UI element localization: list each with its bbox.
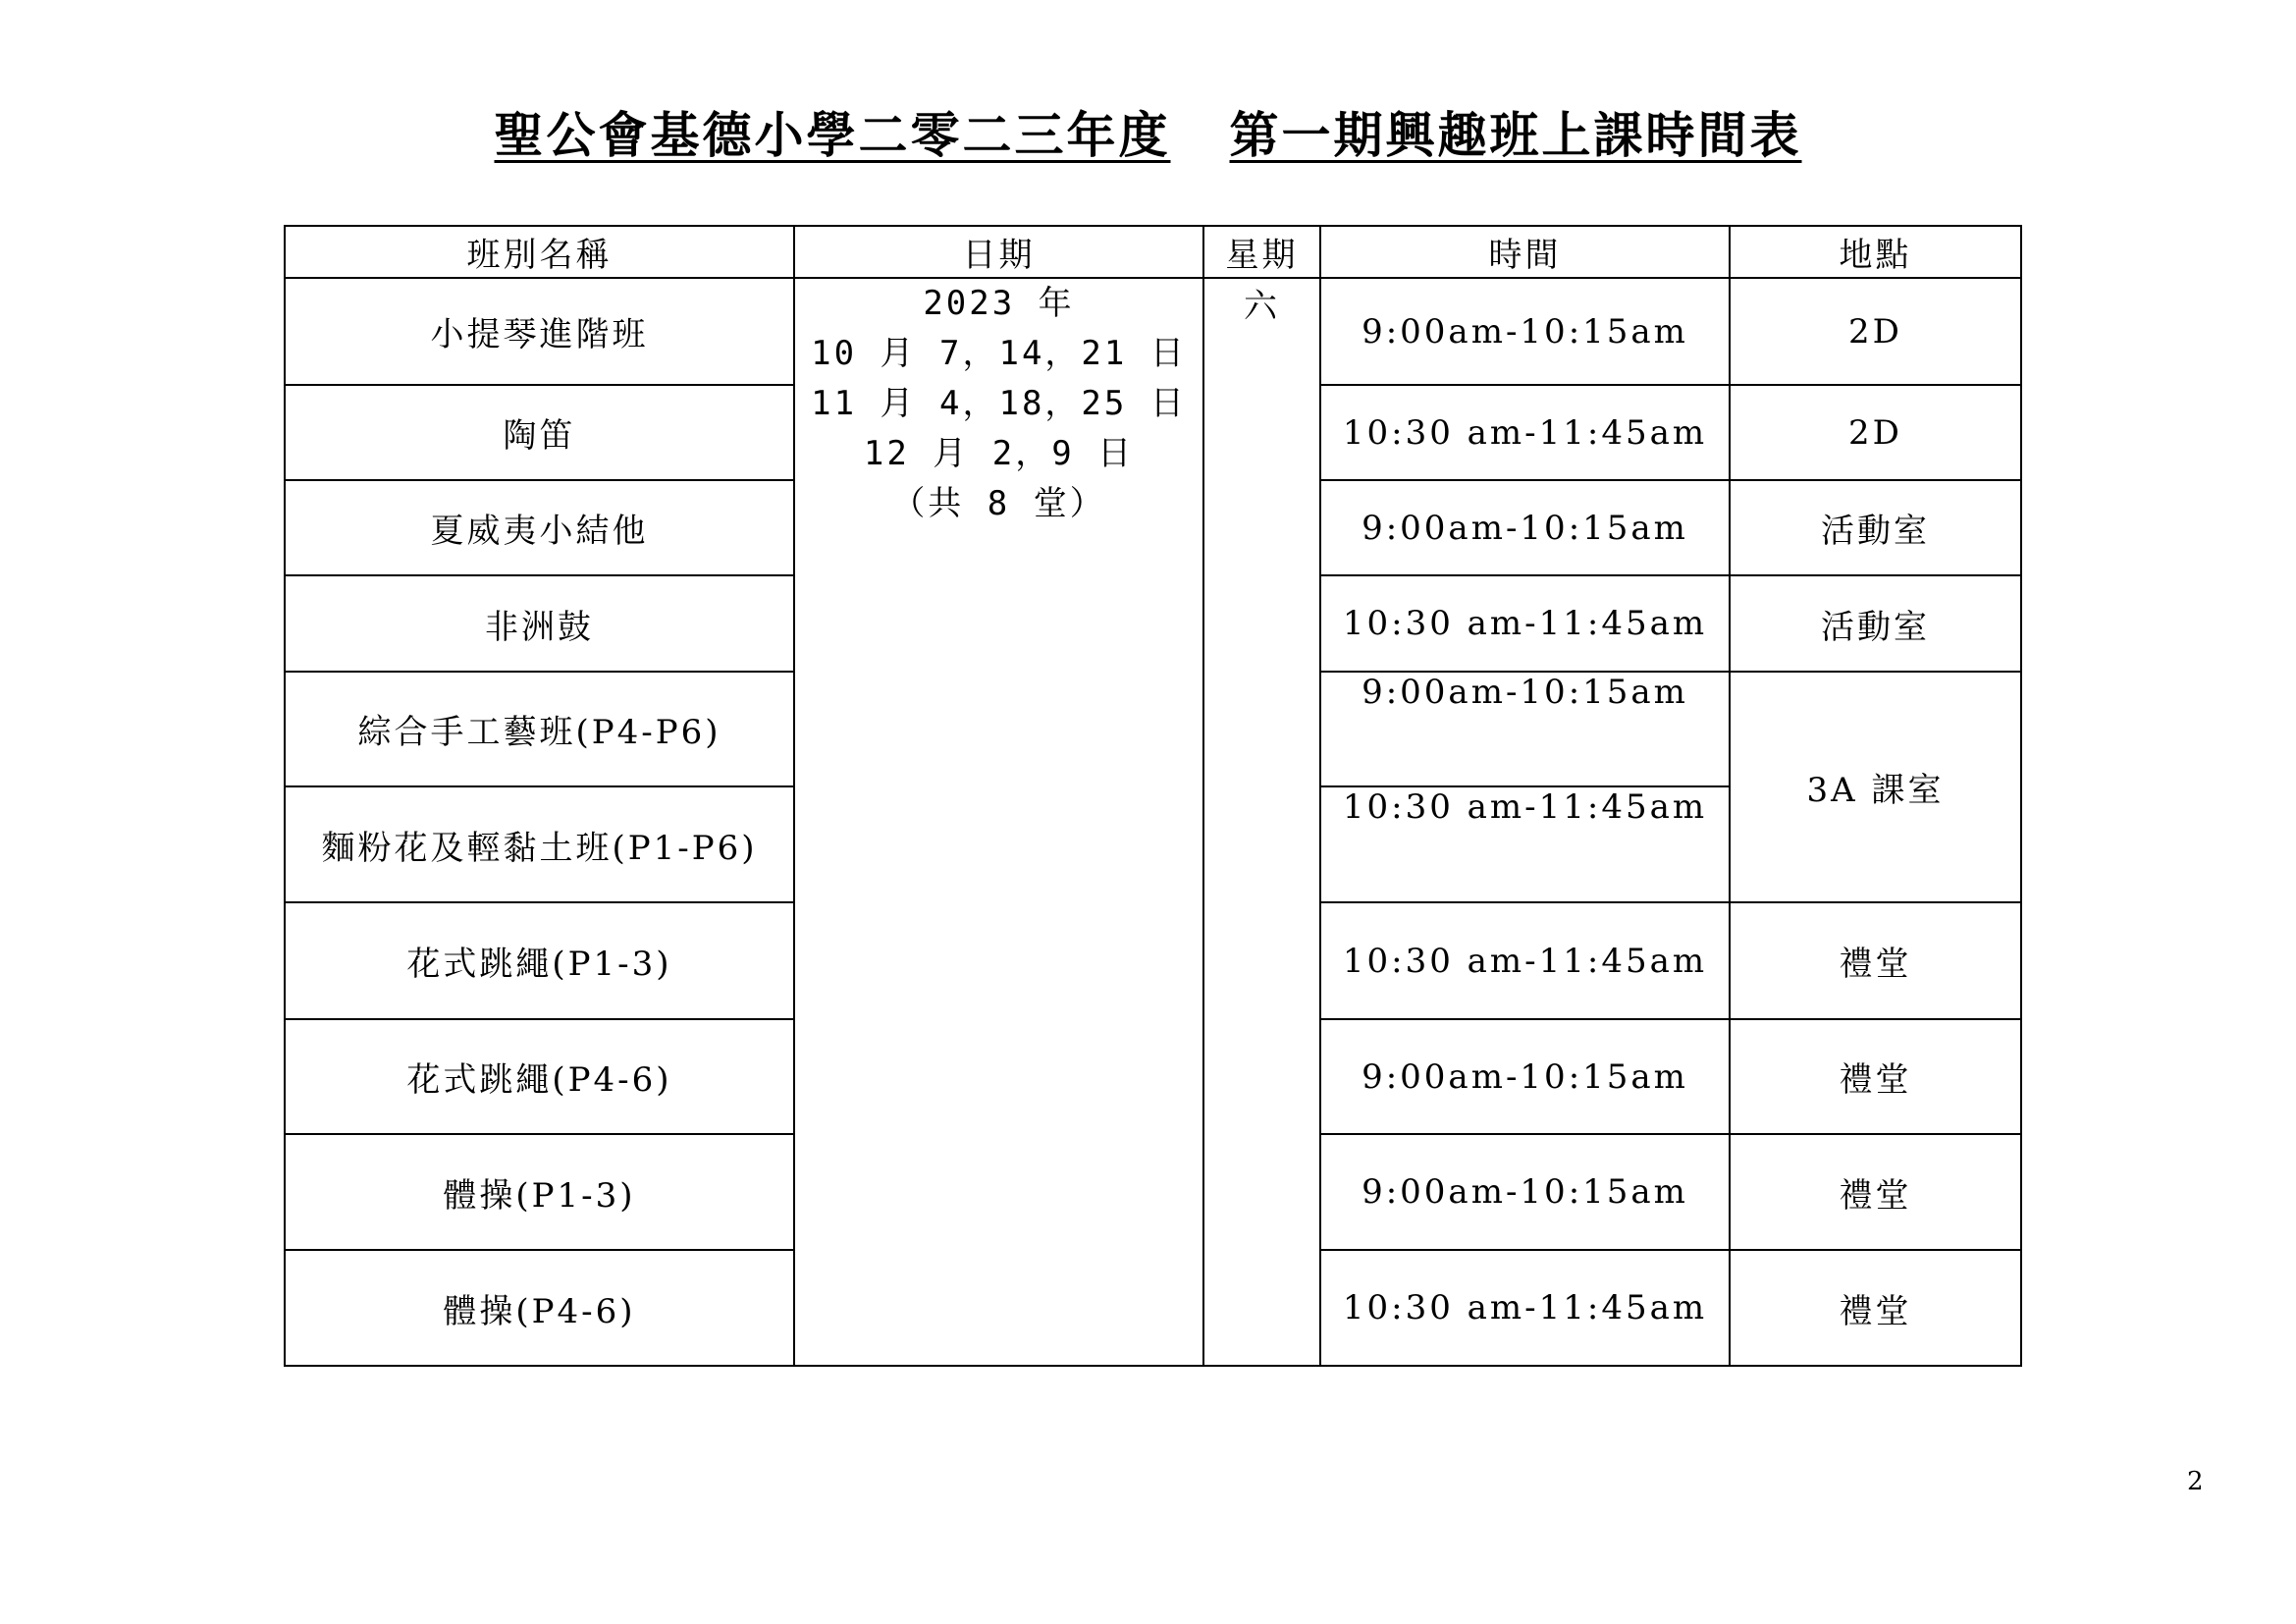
- time-cell: 10:30 am-11:45am: [1320, 575, 1730, 672]
- class-name-cell: 體操(P1-3): [285, 1134, 794, 1250]
- weekday-cell: 六: [1203, 278, 1320, 1366]
- header-time: 時間: [1320, 226, 1730, 278]
- page-number: 2: [2187, 1467, 2204, 1496]
- title-subject: 第一期興趣班上課時間表: [1229, 107, 1802, 164]
- header-weekday: 星期: [1203, 226, 1320, 278]
- location-cell: 3A 課室: [1730, 672, 2021, 902]
- class-name-cell: 花式跳繩(P4-6): [285, 1019, 794, 1134]
- date-november: 11 月 4，18，25 日: [811, 384, 1187, 423]
- location-cell: 2D: [1730, 278, 2021, 385]
- time-cell: 9:00am-10:15am: [1320, 1134, 1730, 1250]
- time-cell: 9:00am-10:15am: [1320, 480, 1730, 575]
- class-name-cell: 綜合手工藝班(P4-P6): [285, 672, 794, 786]
- class-name-cell: 麵粉花及輕黏土班(P1-P6): [285, 786, 794, 902]
- time-cell: 10:30 am-11:45am: [1320, 1250, 1730, 1366]
- title-school-year: 聖公會基德小學二零二三年度: [494, 107, 1171, 164]
- location-cell: 活動室: [1730, 575, 2021, 672]
- header-class-name: 班別名稱: [285, 226, 794, 278]
- class-name-cell: 夏威夷小結他: [285, 480, 794, 575]
- location-cell: 禮堂: [1730, 902, 2021, 1019]
- time-cell: 10:30 am-11:45am: [1320, 902, 1730, 1019]
- class-name-cell: 小提琴進階班: [285, 278, 794, 385]
- location-cell: 活動室: [1730, 480, 2021, 575]
- location-cell: 禮堂: [1730, 1134, 2021, 1250]
- time-cell: 9:00am-10:15am: [1320, 1019, 1730, 1134]
- header-date: 日期: [794, 226, 1203, 278]
- class-name-cell: 體操(P4-6): [285, 1250, 794, 1366]
- date-total: （共 8 堂）: [891, 484, 1106, 523]
- date-october: 10 月 7，14，21 日: [811, 334, 1187, 373]
- date-cell: [794, 278, 1203, 1366]
- date-year: 2023 年: [923, 284, 1075, 323]
- class-name-cell: 花式跳繩(P1-3): [285, 902, 794, 1019]
- location-cell: 禮堂: [1730, 1250, 2021, 1366]
- page-title: [0, 106, 2296, 165]
- table-row: [285, 278, 2021, 385]
- header-row: [285, 226, 2021, 278]
- header-location: 地點: [1730, 226, 2021, 278]
- class-name-cell: 陶笛: [285, 385, 794, 480]
- time-cell: 10:30 am-11:45am: [1320, 786, 1730, 902]
- class-name-cell: 非洲鼓: [285, 575, 794, 672]
- schedule-table: [284, 225, 2022, 1367]
- time-cell: 10:30 am-11:45am: [1320, 385, 1730, 480]
- date-december: 12 月 2，9 日: [863, 434, 1135, 473]
- time-cell: 9:00am-10:15am: [1320, 278, 1730, 385]
- location-cell: 2D: [1730, 385, 2021, 480]
- location-cell: 禮堂: [1730, 1019, 2021, 1134]
- time-cell: 9:00am-10:15am: [1320, 672, 1730, 786]
